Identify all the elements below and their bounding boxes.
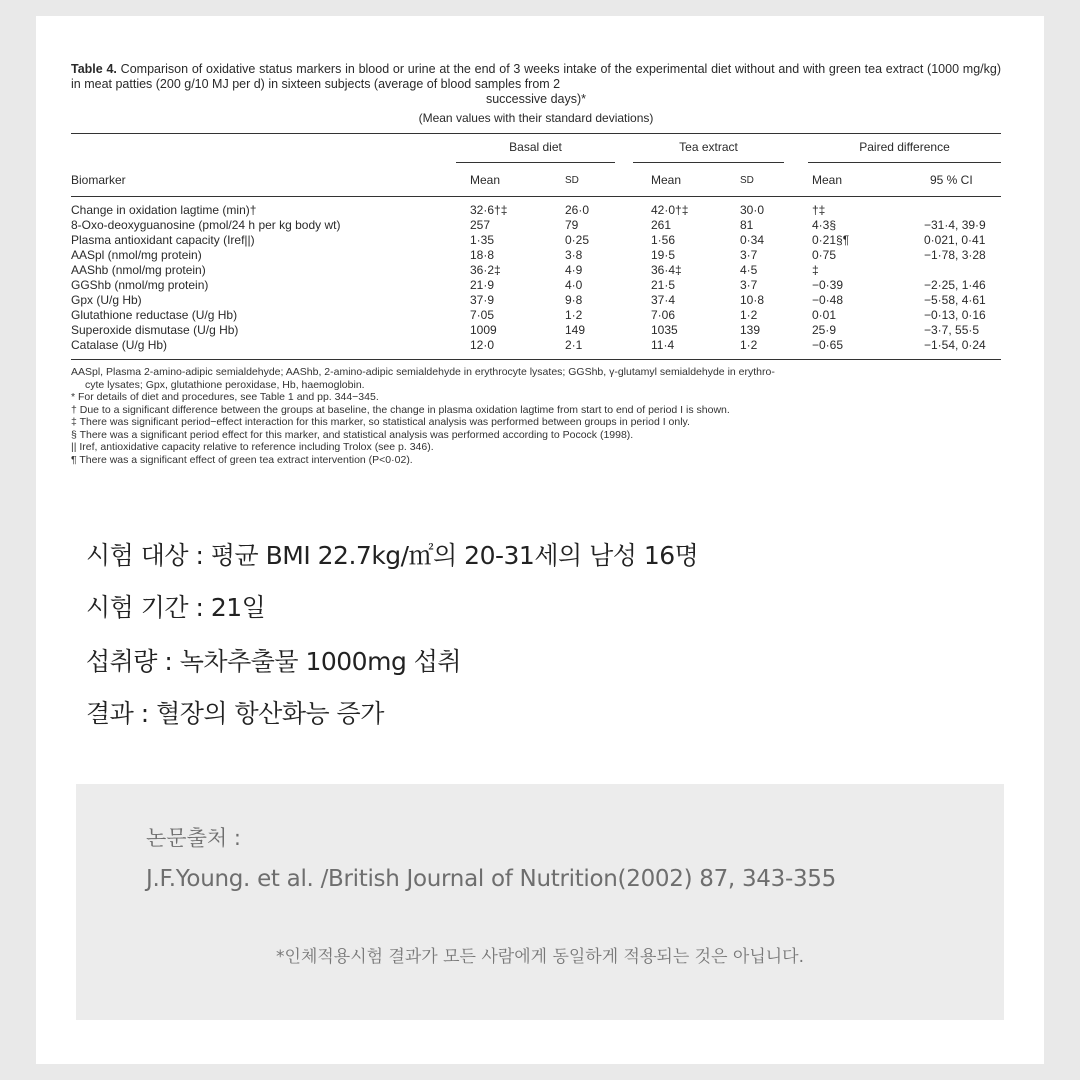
table-cell-t-mean: 42·0†‡ <box>651 203 689 217</box>
footnote-line: AASpl, Plasma 2-amino-adipic semialdehyde; AAShb, 2-amino-adipic semialdehyde in erythrocyte lysates; GGShb, γ-glutamyl semialdehyde in erythro- <box>71 366 775 378</box>
table-row <box>71 197 1001 218</box>
footnote-line: ¶ There was a significant effect of green tea extract intervention (P<0·02). <box>71 453 413 466</box>
table-cell-p-ci <box>886 197 1001 218</box>
col-header-mean: Mean <box>812 173 843 187</box>
reference-citation: J.F.Young. et al. /British Journal of Nutrition(2002) 87, 343-355 <box>146 866 836 892</box>
table-caption-line3: successive days)* <box>485 92 587 106</box>
table-cell-name: Catalase (U/g Hb) <box>71 338 168 352</box>
table-cell-p-mean: −0·39 <box>812 278 844 292</box>
table-cell-t-sd: 30·0 <box>740 203 765 217</box>
col-header-sd: SD <box>740 175 754 186</box>
table-caption-sub: (Mean values with their standard deviations) <box>418 111 654 125</box>
table-cell-t-sd: 1·2 <box>740 308 758 322</box>
table-cell-b-sd: 1·2 <box>565 308 583 322</box>
table-cell-name: Gpx (U/g Hb) <box>71 293 142 307</box>
table-cell-p-ci: −31·4, 39·9 <box>924 218 986 232</box>
table-cell-t-mean: 37·4 <box>651 293 676 307</box>
summary-result: 결과 : 혈장의 항산화능 증가 <box>86 699 384 728</box>
table-cell-t-sd: 10·8 <box>740 293 765 307</box>
table-bottom-rule <box>71 359 1001 360</box>
table-cell-b-mean: 7·05 <box>470 308 495 322</box>
table-row <box>71 248 1001 263</box>
table-row <box>71 323 1001 338</box>
reference-box <box>76 784 1004 1020</box>
table-cell-p-mean: −0·65 <box>812 338 844 352</box>
summary-subjects: 시험 대상 : 평균 BMI 22.7kg/㎡의 20-31세의 남성 16명 <box>86 541 699 570</box>
reference-label: 논문출처 : <box>146 826 241 850</box>
table-caption-text: Comparison of oxidative status markers in blood or urine at the end of 3 weeks intake of the experimental diet without and with green tea extract (1000 mg/kg) in meat patties (200 g/10 MJ per d) in sixteen subjects (average of blood samples from 2 <box>71 62 1001 91</box>
table-cell-b-sd: 9·8 <box>565 293 583 307</box>
table-cell-t-sd: 3·7 <box>740 248 758 262</box>
table-cell-p-mean: ‡ <box>812 263 819 277</box>
footnote-line: cyte lysates; Gpx, glutathione peroxidase, Hb, haemoglobin. <box>85 378 365 391</box>
table-footnotes <box>71 366 1001 466</box>
table-cell-t-mean: 1035 <box>651 323 678 337</box>
summary-period: 시험 기간 : 21일 <box>86 593 266 622</box>
table-cell-b-mean: 12·0 <box>470 338 495 352</box>
table-cell-p-mean: †‡ <box>812 203 826 217</box>
col-header-ci: 95 % CI <box>930 173 973 187</box>
table-cell-t-sd: 4·5 <box>740 263 758 277</box>
table-cell-t-sd: 139 <box>740 323 761 337</box>
table-cell-p-ci: −3·7, 55·5 <box>924 323 980 337</box>
table-row <box>71 308 1001 323</box>
table-cell-name: Change in oxidation lagtime (min)† <box>71 203 257 217</box>
table-cell-p-mean: 25·9 <box>812 323 837 337</box>
table-cell-p-ci: 0·021, 0·41 <box>924 233 986 247</box>
col-header-sd: SD <box>565 175 579 186</box>
table-cell-b-sd: 4·0 <box>565 278 583 292</box>
table-cell-name: Superoxide dismutase (U/g Hb) <box>71 323 239 337</box>
table-cell-p-ci: −0·13, 0·16 <box>924 308 986 322</box>
group-header-basal: Basal diet <box>456 140 615 163</box>
footnote-line: ‡ There was significant period−effect interaction for this marker, so statistical analysis was performed between groups in period I only. <box>71 416 690 428</box>
table-caption-label: Table 4. <box>71 62 117 76</box>
table-cell-t-mean: 21·5 <box>651 278 676 292</box>
table-cell-t-mean: 7·06 <box>651 308 676 322</box>
footnote-line: † Due to a significant difference between the groups at baseline, the change in plasma oxidation lagtime from start to end of period I is shown. <box>71 403 730 416</box>
reference-note: *인체적용시험 결과가 모든 사람에게 동일하게 적용되는 것은 아닙니다. <box>276 947 804 967</box>
table-row <box>71 293 1001 308</box>
table-cell-p-ci: −5·58, 4·61 <box>924 293 986 307</box>
table-cell-b-mean: 1·35 <box>470 233 495 247</box>
table-cell-p-mean: 0·01 <box>812 308 837 322</box>
table-row <box>71 233 1001 248</box>
group-header-paired: Paired difference <box>808 140 1001 163</box>
footnote-line: * For details of diet and procedures, see Table 1 and pp. 344−345. <box>71 391 379 403</box>
table-cell-t-mean: 11·4 <box>651 338 675 352</box>
table-row <box>71 263 1001 278</box>
table-row <box>71 218 1001 233</box>
table-cell-b-mean: 32·6†‡ <box>470 203 508 217</box>
table-cell-t-sd: 1·2 <box>740 338 758 352</box>
footnote-line: § There was a significant period effect for this marker, and statistical analysis was performed according to Pocock (1998). <box>71 428 634 441</box>
table-cell-b-mean: 21·9 <box>470 278 495 292</box>
data-table <box>71 134 1001 360</box>
table-cell-b-sd: 3·8 <box>565 248 583 262</box>
table-cell-b-sd: 79 <box>565 218 579 232</box>
table-cell-name: Plasma antioxidant capacity (Iref||) <box>71 233 255 247</box>
table-cell-name: 8-Oxo-deoxyguanosine (pmol/24 h per kg body wt) <box>71 218 341 232</box>
table-cell-t-mean: 36·4‡ <box>651 263 682 277</box>
table-cell-t-mean: 19·5 <box>651 248 676 262</box>
table-cell-t-mean: 1·56 <box>651 233 676 247</box>
table-cell-p-ci: −1·78, 3·28 <box>924 248 986 262</box>
col-header-mean: Mean <box>651 173 682 187</box>
table-cell-p-mean: 0·21§¶ <box>812 233 850 247</box>
table-cell-p-mean: −0·48 <box>812 293 844 307</box>
table-row <box>71 278 1001 293</box>
table-caption <box>71 62 1001 92</box>
group-header-tea: Tea extract <box>633 140 784 163</box>
table-cell-b-mean: 1009 <box>470 323 497 337</box>
summary-intake: 섭취량 : 녹차추출물 1000mg 섭취 <box>86 647 462 676</box>
table-cell-name: Glutathione reductase (U/g Hb) <box>71 308 238 322</box>
table-cell-p-ci: −1·54, 0·24 <box>924 338 986 352</box>
table-cell-name: GGShb (nmol/mg protein) <box>71 278 209 292</box>
table-cell-t-mean: 261 <box>651 218 672 232</box>
table-cell-b-mean: 36·2‡ <box>470 263 501 277</box>
table-cell-b-mean: 37·9 <box>470 293 495 307</box>
table-cell-b-sd: 149 <box>565 323 586 337</box>
table-body <box>71 197 1001 353</box>
table-cell-t-sd: 0·34 <box>740 233 765 247</box>
table-cell-p-mean: 0·75 <box>812 248 837 262</box>
table-cell-p-ci: −2·25, 1·46 <box>924 278 986 292</box>
col-header-mean: Mean <box>470 173 501 187</box>
footnote-line: || Iref, antioxidative capacity relative to reference including Trolox (see p. 346). <box>71 441 434 453</box>
table-cell-b-mean: 18·8 <box>470 248 495 262</box>
table-cell-t-sd: 3·7 <box>740 278 758 292</box>
table-image <box>71 62 1001 466</box>
col-header-biomarker: Biomarker <box>71 173 126 187</box>
table-cell-p-ci <box>886 263 1001 278</box>
table-cell-b-mean: 257 <box>470 218 491 232</box>
table-row <box>71 338 1001 353</box>
table-cell-b-sd: 2·1 <box>565 338 583 352</box>
table-cell-b-sd: 4·9 <box>565 263 583 277</box>
table-cell-t-sd: 81 <box>740 218 754 232</box>
table-cell-name: AAShb (nmol/mg protein) <box>71 263 206 277</box>
table-cell-b-sd: 0·25 <box>565 233 590 247</box>
table-cell-b-sd: 26·0 <box>565 203 590 217</box>
table-cell-name: AASpl (nmol/mg protein) <box>71 248 202 262</box>
table-cell-p-mean: 4·3§ <box>812 218 837 232</box>
